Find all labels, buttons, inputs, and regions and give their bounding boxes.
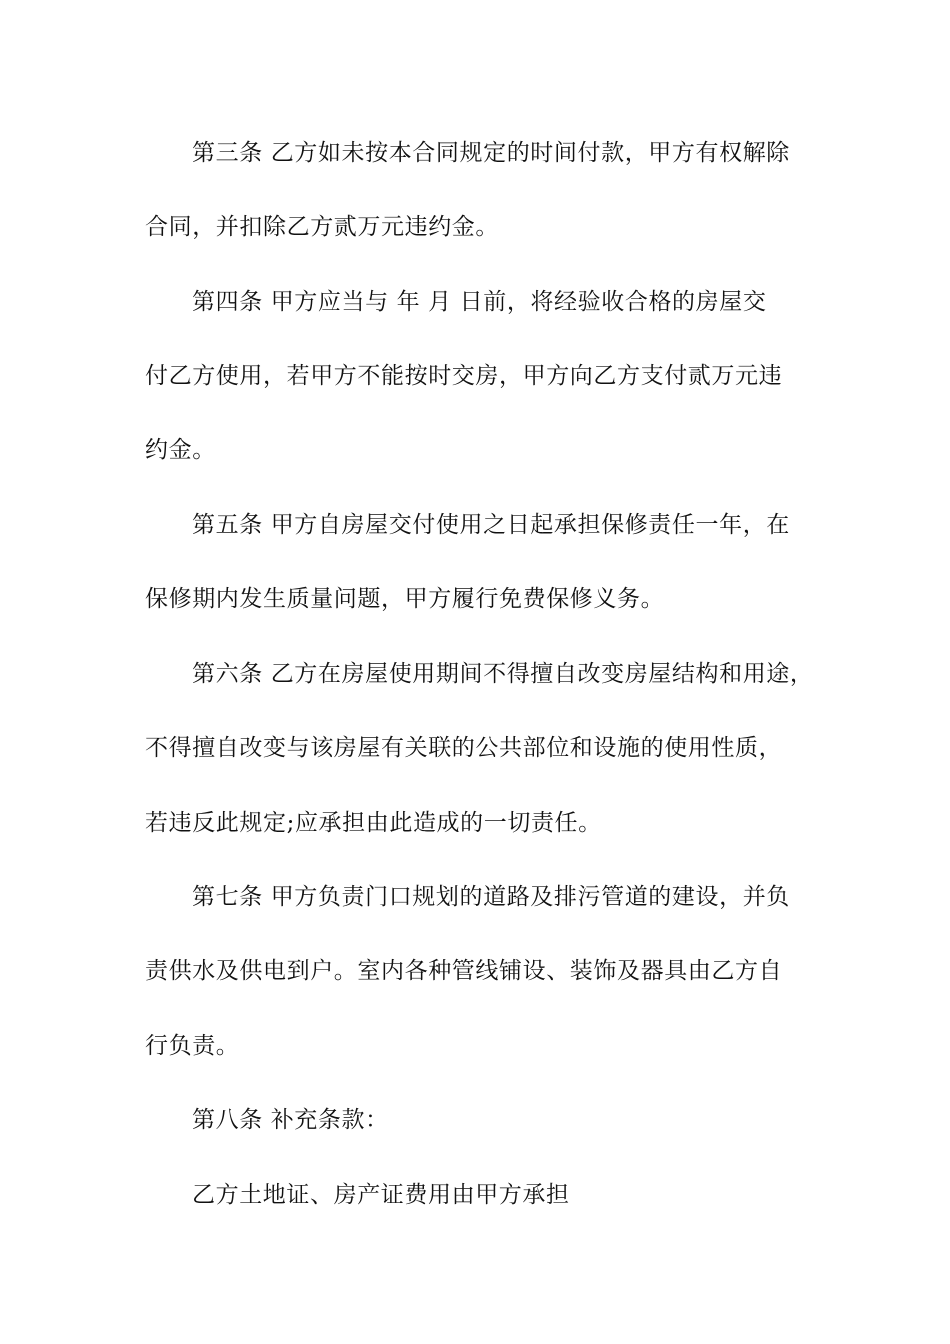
clause-3-line-1: 第三条 乙方如未按本合同规定的时间付款，甲方有权解除 <box>192 140 790 166</box>
clause-4-line-1: 第四条 甲方应当与 年 月 日前，将经验收合格的房屋交 <box>192 289 767 315</box>
clause-4-line-2: 付乙方使用，若甲方不能按时交房，甲方向乙方支付贰万元违 <box>145 363 783 389</box>
clause-6-line-3: 若违反此规定;应承担由此造成的一切责任。 <box>145 810 602 836</box>
clause-6-line-1: 第六条 乙方在房屋使用期间不得擅自改变房屋结构和用途， <box>192 661 814 687</box>
clause-8-heading: 第八条 补充条款： <box>192 1107 389 1133</box>
clause-3-line-2: 合同，并扣除乙方贰万元违约金。 <box>145 214 499 240</box>
clause-7-line-1: 第七条 甲方负责门口规划的道路及排污管道的建设，并负 <box>192 884 790 910</box>
clause-5-line-2: 保修期内发生质量问题，甲方履行免费保修义务。 <box>145 586 665 612</box>
clause-8-item-1: 乙方土地证、房产证费用由甲方承担 <box>192 1182 570 1208</box>
clause-4-line-3: 约金。 <box>145 437 216 463</box>
clause-7-line-3: 行负责。 <box>145 1033 240 1059</box>
clause-5-line-1: 第五条 甲方自房屋交付使用之日起承担保修责任一年，在 <box>192 512 790 538</box>
clause-7-line-2: 责供水及供电到户。室内各种管线铺设、装饰及器具由乙方自 <box>145 958 783 984</box>
clause-6-line-2: 不得擅自改变与该房屋有关联的公共部位和设施的使用性质， <box>145 735 783 761</box>
